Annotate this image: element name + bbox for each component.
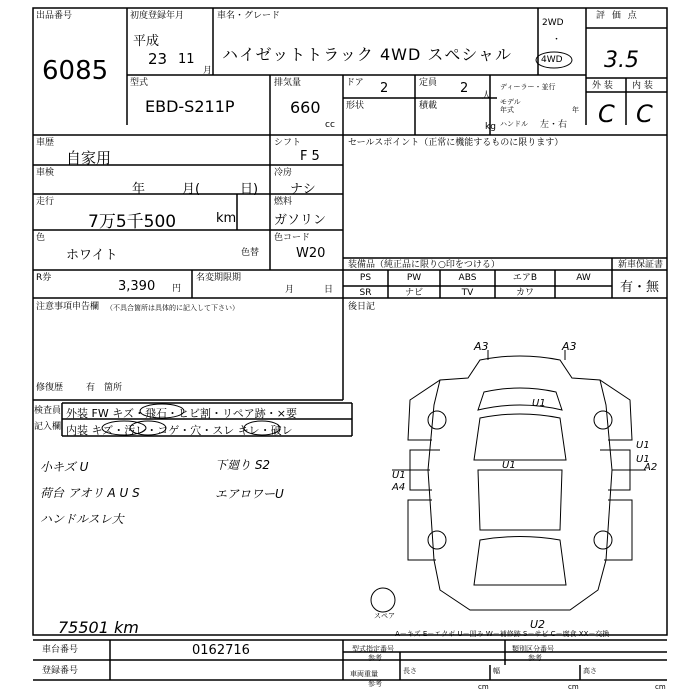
mileage-label: 走行	[36, 197, 55, 207]
hand-note-1: 小キズ U	[40, 460, 89, 474]
equip-navi: ナビ	[404, 288, 423, 298]
displacement-value: 660	[290, 98, 321, 117]
model-code: EBD-S211P	[145, 97, 235, 116]
model-year-label-2: 年式	[500, 106, 514, 114]
model-spec-label: 型式指定番号	[352, 645, 394, 653]
odometer-note: 75501 km	[58, 618, 139, 637]
inspection-label: 車検	[36, 168, 55, 178]
chassis-label: 車台番号	[42, 645, 79, 655]
lot-number: 6085	[42, 56, 109, 86]
deadline-label: 名変期限期	[196, 273, 242, 283]
width-unit: cm	[568, 683, 579, 691]
length-label: 長さ	[403, 667, 417, 675]
reg-year: 23	[148, 50, 168, 68]
equip-ps: PS	[359, 273, 372, 283]
new-warranty-label: 新車保証書	[618, 260, 664, 270]
capacity-label: 定員	[419, 78, 438, 88]
shift-value: F5	[300, 149, 324, 164]
ac-label: 冷房	[274, 168, 293, 178]
hand-note-2: 荷台 アオリ A U S	[40, 486, 140, 500]
rear-label: 後日記	[348, 302, 376, 312]
hand-note-4: 下廻り S2	[215, 458, 271, 472]
category-ref: 参考	[528, 654, 542, 662]
inspector-label-1: 検査員	[34, 406, 62, 416]
equip-aw: AW	[576, 273, 591, 283]
mark-u1-left: U1	[392, 470, 406, 481]
length-unit: cm	[478, 683, 489, 691]
inspection-month: 月(	[182, 182, 201, 197]
model-year-unit: 年	[572, 106, 579, 114]
mark-u1-right: U1	[636, 454, 650, 465]
capacity-unit: 人	[482, 91, 492, 101]
deadline-month: 月	[285, 285, 295, 295]
new-warranty-value: 有・無	[620, 280, 660, 295]
equip-sr: SR	[359, 288, 372, 298]
name-grade-label: 車名・グレード	[217, 11, 281, 21]
equip-airbag: エアB	[512, 273, 538, 283]
inspection-day: 日)	[240, 182, 259, 197]
recycle-label: R券	[36, 273, 52, 283]
width-label: 幅	[493, 667, 500, 675]
hand-note-3: ハンドルスレ大	[40, 512, 124, 526]
shape-label: 形状	[346, 101, 365, 111]
checklist-interior: 内装 キズ・汚レ・コゲ・穴・スレ キレ・破レ	[66, 424, 293, 437]
equipment-label: 装備品（純正品に限り○印をつける）	[348, 260, 500, 270]
notes-label: 注意事項申告欄	[36, 302, 100, 312]
interior-label: 内 装	[632, 81, 653, 91]
reg-month: 11	[178, 52, 195, 67]
damage-legend: A－キズ E－エクボ U－凹み W－補修跡 S－サビ C－腐食 XX－交換	[395, 630, 610, 638]
drive-4wd: 4WD	[541, 55, 563, 65]
fuel-value: ガソリン	[274, 213, 327, 228]
equip-pw: PW	[406, 273, 422, 283]
history-value: 自家用	[66, 149, 112, 167]
load-unit: kg	[485, 122, 496, 132]
chassis-number: 0162716	[192, 643, 250, 658]
recycle-unit: 円	[172, 284, 182, 294]
doors-value: 2	[380, 81, 389, 96]
checklist-exterior: 外装 FW キズ・飛石・ヒビ割・リペア跡・×要	[66, 407, 297, 420]
exterior-grade: C	[598, 100, 615, 128]
deadline-day: 日	[324, 285, 334, 295]
shift-label: シフト	[274, 138, 302, 148]
load-label: 積載	[419, 101, 438, 111]
ac-value: ナシ	[290, 182, 316, 197]
drive-2wd: 2WD	[542, 18, 564, 28]
notes-sublabel: （不具合箇所は具体的に記入して下さい）	[106, 304, 239, 312]
model-year-label-1: モデル	[500, 98, 521, 106]
rating-label: 評 価 点	[596, 11, 639, 21]
rating-value: 3.5	[604, 48, 639, 73]
exterior-label: 外 装	[592, 81, 613, 91]
handle-label: ハンドル	[500, 120, 528, 128]
hand-note-5: エアロワーU	[215, 487, 284, 501]
mark-u2-rear: U2	[530, 618, 546, 631]
registration-label: 登録番号	[42, 666, 79, 676]
inspector-label-2: 記入欄	[34, 422, 62, 432]
displacement-label: 排気量	[274, 78, 302, 88]
height-label: 高さ	[583, 667, 597, 675]
mark-u1-bed: U1	[502, 460, 516, 471]
doors-label: ドア	[346, 78, 364, 88]
mark-u1-right-upper: U1	[636, 440, 650, 451]
spare-label: スペア	[374, 612, 395, 620]
repair-history-label: 修復歴	[36, 383, 64, 393]
sales-point-label: セールスポイント（正常に機能するものに限ります）	[348, 138, 564, 148]
mark-u1-roof: U1	[532, 398, 546, 409]
repair-history-value: 有	[86, 383, 96, 393]
displacement-unit: cc	[325, 120, 335, 130]
mileage-unit: km	[216, 211, 237, 226]
first-reg-label: 初度登録年月	[130, 11, 185, 21]
dealer-label: ディーラー・並行	[500, 83, 556, 91]
mileage-value: 7万5千500	[88, 212, 177, 232]
car-name: ハイゼットトラック 4WD スペシャル	[222, 45, 513, 64]
equip-leather: カワ	[515, 288, 534, 298]
category-label: 類別区分番号	[512, 645, 554, 653]
drive-dot: ・	[552, 35, 562, 45]
model-spec-ref: 参考	[368, 654, 382, 662]
history-label: 車歴	[36, 138, 55, 148]
mark-a4-left: A4	[392, 482, 406, 493]
reg-month-unit: 月	[203, 66, 213, 76]
color-value: ホワイト	[66, 248, 118, 263]
height-unit: cm	[655, 683, 666, 691]
color-code-value: W20	[296, 246, 326, 261]
weight-ref: 参考	[368, 680, 382, 688]
equip-tv: TV	[461, 288, 474, 298]
repair-history-unit: 箇所	[104, 383, 123, 393]
weight-label: 車両重量	[350, 670, 378, 678]
mark-a3-right: A3	[562, 340, 577, 353]
model-label: 型式	[130, 78, 149, 88]
era: 平成	[133, 34, 160, 49]
color-code-label: 色コード	[274, 233, 311, 243]
recolor-label: 色替	[241, 248, 260, 258]
color-label: 色	[36, 233, 46, 243]
lot-label: 出品番号	[36, 11, 73, 21]
interior-grade: C	[636, 100, 653, 128]
fuel-label: 燃料	[274, 197, 293, 207]
mark-a2-right: A2	[644, 462, 658, 473]
mark-a3-left: A3	[474, 340, 489, 353]
equip-abs: ABS	[458, 273, 477, 283]
inspection-year: 年	[132, 182, 146, 197]
handle-value: 左・右	[540, 120, 568, 130]
recycle-amount: 3,390	[118, 279, 156, 294]
capacity-value: 2	[460, 81, 469, 96]
